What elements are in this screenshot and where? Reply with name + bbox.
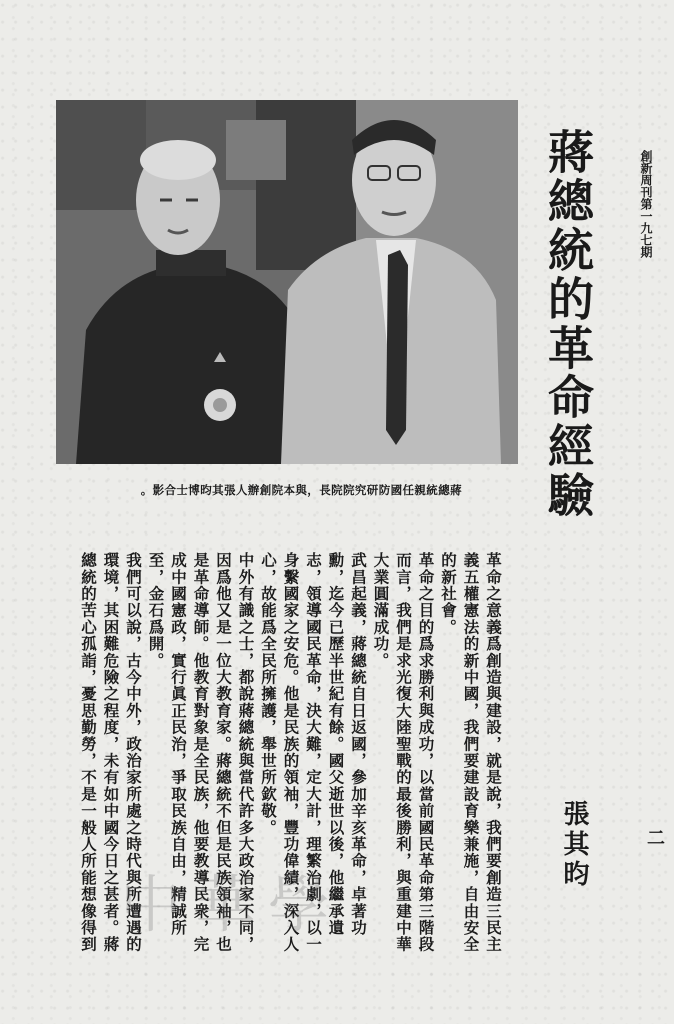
historical-photograph bbox=[56, 100, 518, 464]
paragraph-4: 中外有識之士，都說蔣總統與當代許多大政治家不同，因爲他又是一位大教育家。蔣總統不但是民族領袖，也是革命導師。他教育對象是全民族，他要教導民衆，完成中國憲政，實行眞正民治，爭取民族自由，精誠所至，金石爲開。 bbox=[146, 552, 256, 953]
page-number: 二 bbox=[644, 828, 665, 846]
paragraph-3: 武昌起義，蔣總統自日返國，參加辛亥革命，卓著功勳，迄今已歷半世紀有餘。國父逝世以後，他繼承遺志，領導國民革命，決大難，定大計，理繁治劇，以一身繫國家之安危。他是民族的領袖，豐功偉績，深入人心，故能爲全民所擁護，舉世所欽敬。 bbox=[259, 552, 368, 953]
author-name: 張其昀 bbox=[559, 800, 589, 890]
paragraph-5: 我們可以說，古今中外，政治家所處之時代與所遭遇的環境，其困難危險之程度，未有如中國今日之甚者。蔣總統的苦心孤詣，憂思勤勞，不是一般人所能想像得到 bbox=[79, 552, 143, 953]
paragraph-2: 革命之目的爲求勝利與成功，以當前國民革命第三階段而言，我們是求光復大陸聖戰的最後勝利，與重建中華大業圓滿成功。 bbox=[371, 552, 436, 953]
photograph-illustration bbox=[56, 100, 518, 464]
watermark: 中華學 bbox=[120, 868, 343, 941]
article-title: 蔣總統的革命經驗 bbox=[541, 128, 595, 520]
photo-caption: 蔣總統親任國防研究院院長，與本院創辦人張其昀博士合影。 bbox=[140, 483, 462, 497]
journal-header: 創新周刊第一九七期 bbox=[639, 150, 653, 258]
paragraph-1: 革命之意義爲創造與建設，就是說，我們要創造三民主義五權憲法的新中國，我們要建設育樂兼施，自由安全的新社會。 bbox=[439, 552, 503, 953]
